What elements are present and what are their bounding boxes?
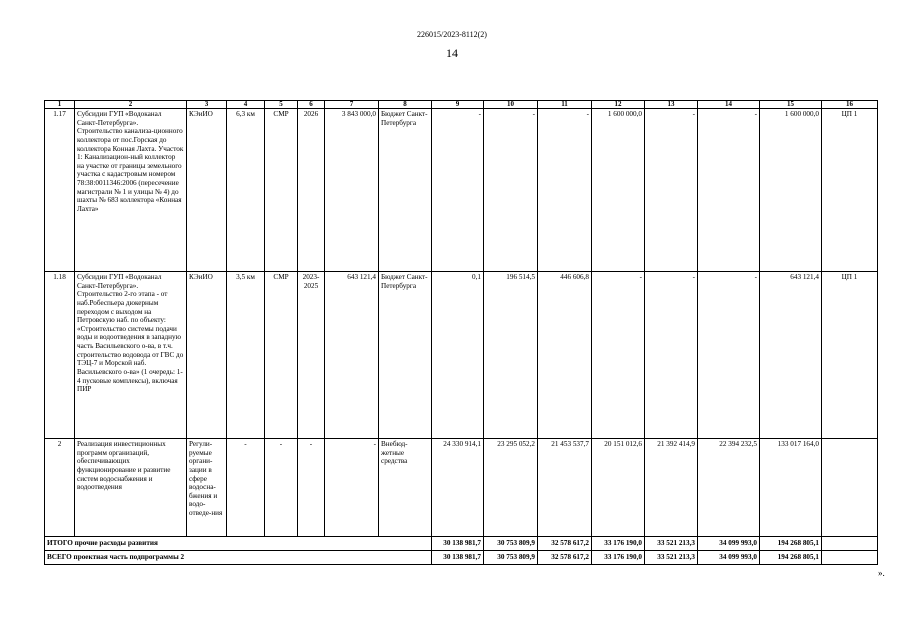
column-header: 16 (822, 101, 878, 109)
total-year-value: 32 578 617,2 (538, 551, 592, 565)
table-row (45, 272, 878, 439)
column-header: 11 (538, 101, 592, 109)
total-year-value: 30 753 809,9 (484, 537, 538, 551)
row-name: Субсидии ГУП «Водоканал Санкт-Петербурга». Строительство 2-го этапа - от наб.Робеспьера дюкерным переходом с выходом на Петровскую наб. по объекту: «Строительство системы подачи воды и водоотведения в западную часть Васильевского о-ва, в т.ч. строительство водовода от ГВС до ТЭЦ-7 и Морской наб. Васильевского о-ва» (1 очередь: 1-4 пусковые комплексы), включая ПИР (75, 272, 187, 439)
closing-quote-mark: ». (878, 568, 885, 578)
work-type: СМР (265, 109, 298, 272)
total-label: ИТОГО прочие расходы развития (45, 537, 432, 551)
estimated-cost: 3 843 000,0 (325, 109, 379, 272)
table-row (45, 109, 878, 272)
total-year-value: 33 521 213,3 (645, 537, 698, 551)
funding-source: Бюджет Санкт-Петербурга (379, 272, 432, 439)
funding-source: Внебюд-жетные средства (379, 439, 432, 537)
column-header: 10 (484, 101, 538, 109)
column-header: 7 (325, 101, 379, 109)
column-header: 9 (432, 101, 484, 109)
estimated-cost: - (325, 439, 379, 537)
column-header: 2 (75, 101, 187, 109)
year-value: - (645, 109, 698, 272)
page-number: 14 (446, 46, 458, 60)
column-header: 4 (227, 101, 265, 109)
capacity: 3,5 км (227, 272, 265, 439)
total-year-value: 33 521 213,3 (645, 551, 698, 565)
total-year-value: 33 176 190,0 (592, 551, 645, 565)
program-code (822, 439, 878, 537)
column-header: 5 (265, 101, 298, 109)
responsible: КЭиИО (187, 272, 227, 439)
total-row (45, 551, 878, 565)
document-id: 226015/2023-8112(2) (417, 30, 487, 39)
year-value: 22 394 232,5 (698, 439, 760, 537)
year-value: 21 392 414,9 (645, 439, 698, 537)
total-year-value: 30 753 809,9 (484, 551, 538, 565)
year-value: - (645, 272, 698, 439)
total-year-value: 30 138 981,7 (432, 551, 484, 565)
column-header: 12 (592, 101, 645, 109)
empty-cell (822, 551, 878, 565)
row-number: 1.18 (45, 272, 75, 439)
column-header: 6 (298, 101, 325, 109)
year-value: - (538, 109, 592, 272)
total-year-value: 34 099 993,0 (698, 551, 760, 565)
year-value: - (698, 109, 760, 272)
funding-source: Бюджет Санкт-Петербурга (379, 109, 432, 272)
grand-total-value: 194 268 805,1 (760, 537, 822, 551)
grand-total-value: 194 268 805,1 (760, 551, 822, 565)
column-header: 8 (379, 101, 432, 109)
budget-table (44, 100, 878, 565)
responsible: Регули-руемые органи-зации в сфере водосна-бжения и водо-отведе-ния (187, 439, 227, 537)
total-value: 133 017 164,0 (760, 439, 822, 537)
total-year-value: 34 099 993,0 (698, 537, 760, 551)
year-value: - (698, 272, 760, 439)
year-value: 0,1 (432, 272, 484, 439)
total-year-value: 32 578 617,2 (538, 537, 592, 551)
years: 2026 (298, 109, 325, 272)
years: - (298, 439, 325, 537)
table-row (45, 439, 878, 537)
row-name: Реализация инвестиционных программ организаций, обеспечивающих функционирование и развитие систем водоснабжения и водоотведения (75, 439, 187, 537)
capacity: 6,3 км (227, 109, 265, 272)
column-header: 1 (45, 101, 75, 109)
column-header: 3 (187, 101, 227, 109)
total-label: ВСЕГО проектная часть подпрограммы 2 (45, 551, 432, 565)
responsible: КЭиИО (187, 109, 227, 272)
column-header: 14 (698, 101, 760, 109)
year-value: 21 453 537,7 (538, 439, 592, 537)
year-value: 196 514,5 (484, 272, 538, 439)
year-value: 1 600 000,0 (592, 109, 645, 272)
year-value: 446 606,8 (538, 272, 592, 439)
estimated-cost: 643 121,4 (325, 272, 379, 439)
years: 2023-2025 (298, 272, 325, 439)
row-name: Субсидии ГУП «Водоканал Санкт-Петербурга». Строительство канализа-ционного коллектора от пос.Горская до коллектора Конная Лахта. Участок 1: Канализацион-ный коллектор на участке от границы земельного участка с кадастровым номером 78:38:0011346:2006 (пересечение магистрали № 1 и улицы № 4) до шахты № 683 коллектора «Конная Лахта» (75, 109, 187, 272)
year-value: 20 151 012,6 (592, 439, 645, 537)
total-value: 643 121,4 (760, 272, 822, 439)
total-row (45, 537, 878, 551)
capacity: - (227, 439, 265, 537)
program-code: ЦП 1 (822, 109, 878, 272)
work-type: - (265, 439, 298, 537)
total-year-value: 33 176 190,0 (592, 537, 645, 551)
year-value: - (432, 109, 484, 272)
total-year-value: 30 138 981,7 (432, 537, 484, 551)
column-header: 13 (645, 101, 698, 109)
program-code: ЦП 1 (822, 272, 878, 439)
row-number: 2 (45, 439, 75, 537)
work-type: СМР (265, 272, 298, 439)
row-number: 1.17 (45, 109, 75, 272)
empty-cell (822, 537, 878, 551)
year-value: 24 330 914,1 (432, 439, 484, 537)
year-value: - (592, 272, 645, 439)
year-value: - (484, 109, 538, 272)
total-value: 1 600 000,0 (760, 109, 822, 272)
column-header: 15 (760, 101, 822, 109)
header-row (45, 101, 878, 109)
year-value: 23 295 052,2 (484, 439, 538, 537)
